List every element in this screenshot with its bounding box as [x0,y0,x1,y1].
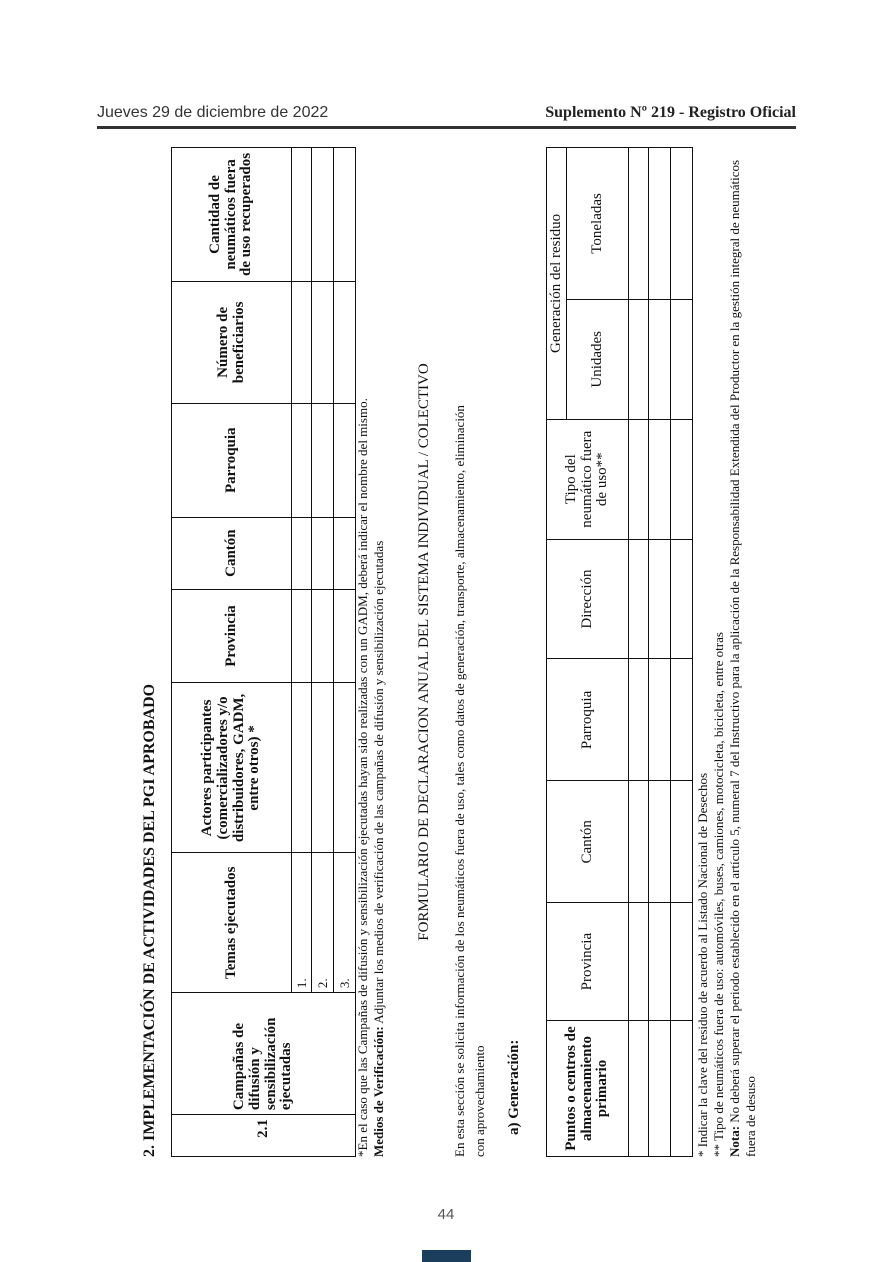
recovered-header: Cantidad de neumáticos fuera de uso recuperados [172,148,292,282]
units-header: Unidades [567,299,629,419]
campaigns-header: Campañas de difusión y sensibilización ejecutadas [172,993,356,1115]
topics-header: Temas ejecutados [172,853,292,993]
province-header: Provincia [547,903,629,1021]
actors-header: Actores participantes (comercializadores y/o distribuidores, GADM, entre otros) * [172,683,292,853]
row-label: 3. [334,853,356,993]
page-number: 44 [437,1206,455,1223]
generation-header: Generación del residuo [547,148,567,420]
beneficiaries-header: Número de beneficiarios [172,281,292,403]
verification-text: Adjuntar los medios de verificación de las campañas de difusión y sensibilización ejecutadas [371,540,386,1027]
header-rule [97,126,796,129]
canton-header: Cantón [547,781,629,903]
tire-type-header: Tipo del neumático fuera de uso** [547,419,629,539]
section-number: 2.1 [172,1115,356,1157]
section-title: 2. IMPLEMENTACIÓN DE ACTIVIDADES DEL PGI APROBADO [141,683,158,1157]
verification-label: Medios de Verificación: [371,1026,386,1157]
row-label: 1. [292,853,312,993]
table-row [671,148,693,1157]
note-text: No deberá superar el periodo establecido en el artículo 5, numeral 7 del Instructivo para la aplicación de la Responsabilidad Extendida del Productor en la gestión integral de neumáticos fuera de desuso [727,159,758,1157]
activities-table [171,147,356,1157]
row-label: 2. [312,853,334,993]
footnote-3 [727,157,759,1157]
note-label: Nota: [727,1125,742,1157]
canton-header: Cantón [172,517,292,589]
generation-table [546,147,693,1157]
address-header: Dirección [547,539,629,659]
form-title: FORMULARIO DE DECLARACION ANUAL DEL SISTEMA INDIVIDUAL / COLECTIVO [416,363,432,941]
footnote-2: ** Tipo de neumáticos fuera de uso: automóviles, buses, camiones, motocicleta, bicicleta, entre otras [711,632,726,1157]
generation-subtitle: a) Generación: [506,1039,522,1135]
province-header: Provincia [172,589,292,683]
footer-bar [422,1250,471,1262]
points-header: Puntos o centros de almacenamiento primario [547,1021,629,1157]
verification-note [371,541,387,1157]
footnote-1: * Indicar la clave del residuo de acuerdo al Listado Nacional de Desechos [695,772,710,1157]
table-row [649,148,671,1157]
header-publication: Suplemento Nº 219 - Registro Oficial [545,104,796,121]
parish-header: Parroquia [172,403,292,517]
rotated-content [141,147,758,1157]
header-date: Jueves 29 de diciembre de 2022 [97,104,329,121]
parish-header: Parroquia [547,659,629,781]
gadm-note: *En el caso que las Campañas de difusión y sensibilización ejecutadas hayan sido realizadas con un GADM, deberá indicar el nombre del mismo. [355,398,370,1157]
form-intro: En esta sección se solicita información de los neumáticos fuera de uso, tales como datos de generación, transporte, almacenamiento, eliminación con aprovechamiento [452,405,487,1157]
tons-header: Toneladas [567,148,629,300]
table-row [629,148,649,1157]
